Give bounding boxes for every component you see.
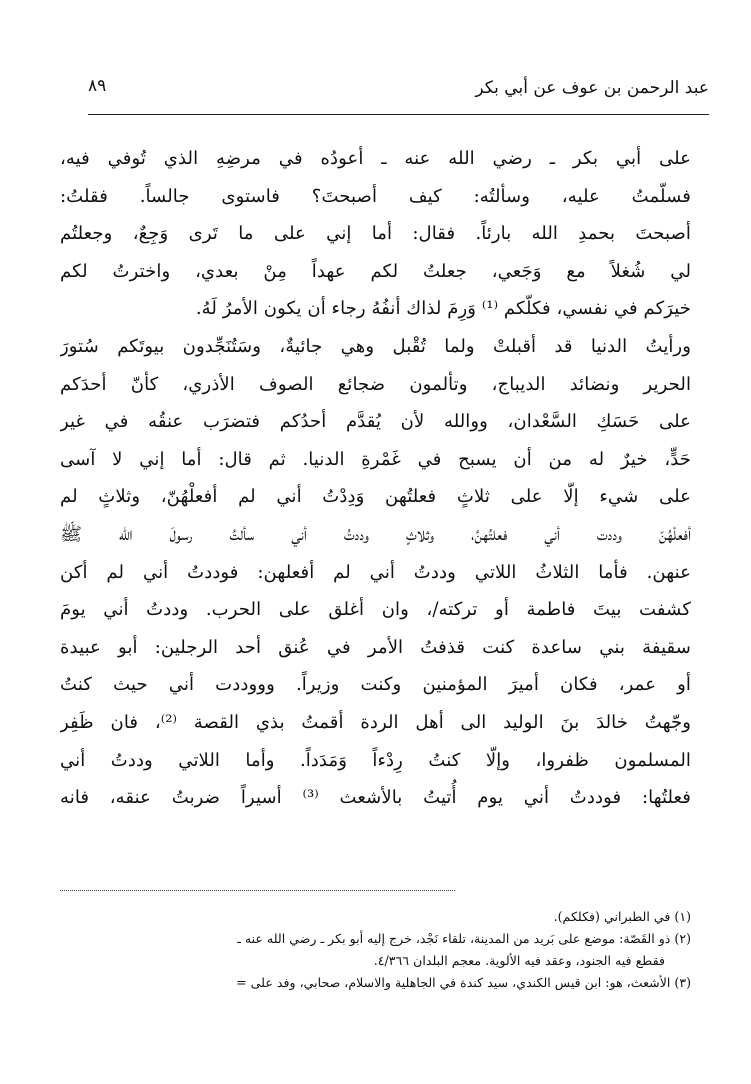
footnotes [60, 906, 691, 994]
text-line: لي شُغلاً مع وَجَعي، جعلتُ لكم عهداً مِنْ بعدي، واخترتُ لكم [60, 260, 691, 282]
text-line: الحرير ونضائد الديباج، وتألمون ضجائع الصوف الأذري، كأنّ أحدَكم [60, 373, 691, 395]
text-line: سقيفة بني ساعدة كنت قذفتُ الأمر في عُنق أحد الرجلين: أبو عبيدة [60, 636, 691, 658]
running-title: عبد الرحمن بن عوف عن أبي بكر [475, 78, 709, 98]
text-line: أفعلْهُنّ وددت أني فعلتُهنَّ، وثلاثٍ وددتُ أني سألتُ رسولَ الله ﷺ [60, 523, 691, 545]
text-line: المسلمون ظفروا، وإلّا كنتُ رِدْءاً وَمَدَداً. وأما اللاتي وددتُ أني [60, 749, 691, 771]
footnote-separator [60, 890, 455, 891]
footnote-1: (١) في الطبراني (فكلكم). [553, 909, 691, 924]
header-rule [88, 114, 709, 115]
text-line: على شيء إلّا على ثلاثٍ فعلتُهن وَدِدْتُ أني لم أفعلْهُنّ، وثلاثٍ لم [60, 486, 691, 508]
text-line: أو عمر، فكان أميرَ المؤمنين وكنت وزيراً. وووددت أني حيث كنتُ [60, 674, 691, 696]
text-line: فعلتُها: فوددتُ أني يوم أُتيتُ بالأشعث ⁽³⁾ أسيراً ضربتُ عنقه، فانه [60, 787, 691, 809]
body-text [60, 140, 691, 817]
footnote-3: (٣) الأشعث، هو: ابن قيس الكندي، سيد كندة في الجاهلية والاسلام، صحابي، وفد على = [236, 975, 691, 990]
text-line: وجّهتُ خالدَ بنَ الوليد الى أهل الردة أقمتُ بذي القصة ⁽²⁾، فان ظَفِر [60, 711, 691, 733]
text-line: على أبي بكر ـ رضي الله عنه ـ أعودُه في مرضِهِ الذي تُوفي فيه، [60, 148, 691, 169]
page-header [88, 74, 709, 110]
text-line: عنهن. فأما الثلاثُ اللاتي وددتُ أني لم أفعلهن: فوددتُ أني لم أكن [60, 561, 691, 583]
text-line: ورأيتُ الدنيا قد أقبلتْ ولما تُقْبل وهي جائيةٌ، وسَتُنَجِّدون بيوتَكم سُتورَ [60, 335, 691, 357]
page-number: ٨٩ [88, 76, 107, 96]
text-line: خيرَكم في نفسي، فكلّكم ⁽¹⁾ وَرِمَ لذاك أنفُهُ رجاء أن يكون الأمرُ لَهُ. [195, 298, 691, 320]
footnote-2: (٢) ذو القَصّة: موضع على بَريد من المدينة، تلقاء نَجْد، خرج إليه أبو بكر ـ رضي الله عنه ـ [237, 931, 691, 946]
text-line: أصبحتَ بحمدِ الله بارئاً. فقال: أما إني على ما تَرى وَجِعٌ، وجعلتُم [60, 223, 691, 245]
text-line: على حَسَكِ السَّعْدان، ووالله لأن يُقدَّم أحدُكم فتضرَب عنقُه في غير [60, 411, 691, 433]
footnote-2-continued: فقطع فيه الجنود، وعقد فيه الألوية. معجم البلدان ٤/٣٦٦. [373, 953, 665, 968]
text-line: حَدٍّ، خيرٌ له من أن يسبح في غَمْرةِ الدنيا. ثم قال: أما إني لا آسى [60, 448, 691, 470]
text-line: كشفت بيتَ فاطمة أو تركته/، وان أغلق على الحرب. وددتُ أني يومَ [60, 599, 691, 621]
text-line: فسلّمتُ عليه، وسألتُه: كيف أصبحتَ؟ فاستوى جالساً. فقلتُ: [60, 185, 691, 207]
